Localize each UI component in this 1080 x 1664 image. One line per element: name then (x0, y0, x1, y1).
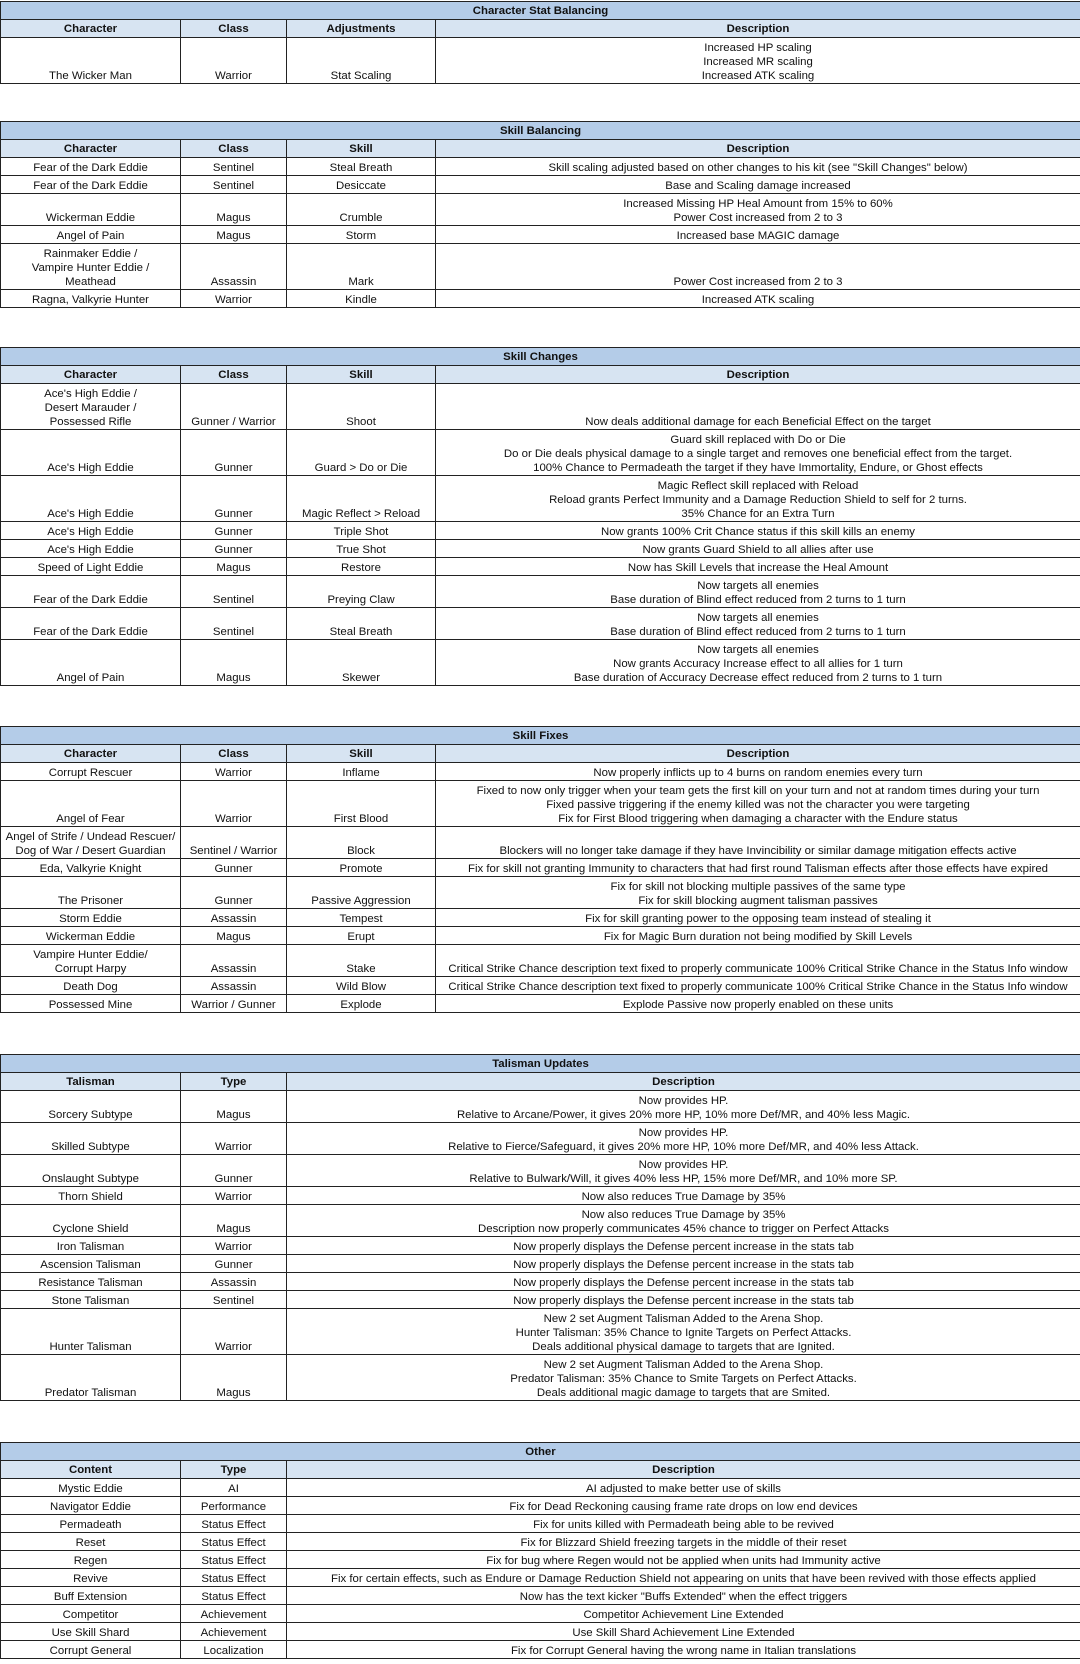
column-header-class: Class (181, 366, 287, 384)
cell-skill: Inflame (287, 763, 436, 781)
cell-class: Magus (181, 640, 287, 686)
cell-description: Use Skill Shard Achievement Line Extended (287, 1623, 1080, 1641)
cell-content: Competitor (1, 1605, 181, 1623)
cell-class: Sentinel (181, 176, 287, 194)
cell-character: Fear of the Dark Eddie (1, 608, 181, 640)
cell-content: Buff Extension (1, 1587, 181, 1605)
table-row (1, 1091, 1080, 1123)
cell-class: Sentinel (181, 608, 287, 640)
cell-skill: Desiccate (287, 176, 436, 194)
cell-type: Status Effect (181, 1515, 287, 1533)
cell-type: Localization (181, 1641, 287, 1659)
column-header-description: Description (436, 140, 1080, 158)
table-row (1, 977, 1080, 995)
cell-character: Ace's High Eddie (1, 430, 181, 476)
table-row (1, 1255, 1080, 1273)
cell-content: Navigator Eddie (1, 1497, 181, 1515)
cell-type: Magus (181, 1091, 287, 1123)
table-row (1, 909, 1080, 927)
cell-description: Now properly displays the Defense percent increase in the stats tab (287, 1255, 1080, 1273)
cell-character: Storm Eddie (1, 909, 181, 927)
cell-description: Now properly displays the Defense percent increase in the stats tab (287, 1237, 1080, 1255)
cell-character: Death Dog (1, 977, 181, 995)
cell-description: Fix for Corrupt General having the wrong name in Italian translations (287, 1641, 1080, 1659)
table-row (1, 927, 1080, 945)
table-row (1, 430, 1080, 476)
cell-description: Blockers will no longer take damage if they have Invincibility or similar damage mitigation effects active (436, 827, 1080, 859)
cell-class: Assassin (181, 244, 287, 290)
cell-content: Corrupt General (1, 1641, 181, 1659)
cell-content: Revive (1, 1569, 181, 1587)
header-row (1, 1461, 1080, 1479)
table-row (1, 1605, 1080, 1623)
cell-description: Magic Reflect skill replaced with Reload Reload grants Perfect Immunity and a Damage Reduction Shield to self for 2 turns. 35% Chance for an Extra Turn (436, 476, 1080, 522)
cell-description: Guard skill replaced with Do or Die Do or Die deals physical damage to a single target and removes one beneficial effect from the target. 100% Chance to Permadeath the target if they have Immortality, Endure, or Ghost effects (436, 430, 1080, 476)
table-row (1, 522, 1080, 540)
table-row (1, 158, 1080, 176)
cell-skill: Erupt (287, 927, 436, 945)
cell-type: Magus (181, 1355, 287, 1401)
cell-content: Mystic Eddie (1, 1479, 181, 1497)
cell-type: Warrior (181, 1187, 287, 1205)
cell-skill: Preying Claw (287, 576, 436, 608)
table-row (1, 1551, 1080, 1569)
cell-character: Ragna, Valkyrie Hunter (1, 290, 181, 308)
header-row (1, 366, 1080, 384)
cell-class: Gunner (181, 877, 287, 909)
cell-class: Sentinel (181, 576, 287, 608)
table-row (1, 1623, 1080, 1641)
cell-character: Corrupt Rescuer (1, 763, 181, 781)
cell-type: Achievement (181, 1623, 287, 1641)
cell-description: Now deals additional damage for each Beneficial Effect on the target (436, 384, 1080, 430)
section-title: Skill Changes (1, 348, 1080, 366)
cell-description: Now properly inflicts up to 4 burns on random enemies every turn (436, 763, 1080, 781)
column-header-character: Character (1, 366, 181, 384)
cell-class: Gunner (181, 476, 287, 522)
cell-character: Fear of the Dark Eddie (1, 176, 181, 194)
cell-skill: Passive Aggression (287, 877, 436, 909)
cell-description: Critical Strike Chance description text fixed to properly communicate 100% Critical Strike Chance in the Status Info window (436, 945, 1080, 977)
column-header-description: Description (287, 1461, 1080, 1479)
column-header-talisman: Talisman (1, 1073, 181, 1091)
cell-character: Ace's High Eddie (1, 540, 181, 558)
table-row (1, 1155, 1080, 1187)
cell-skill: Triple Shot (287, 522, 436, 540)
cell-skill: True Shot (287, 540, 436, 558)
cell-character: Speed of Light Eddie (1, 558, 181, 576)
cell-character: Wickerman Eddie (1, 927, 181, 945)
cell-description: Skill scaling adjusted based on other changes to his kit (see "Skill Changes" below) (436, 158, 1080, 176)
table-row (1, 763, 1080, 781)
cell-skill: Skewer (287, 640, 436, 686)
cell-description: Now targets all enemies Now grants Accuracy Increase effect to all allies for 1 turn Base duration of Accuracy Decrease effect reduced from 2 turns to 1 turn (436, 640, 1080, 686)
cell-character: Rainmaker Eddie / Vampire Hunter Eddie / Meathead (1, 244, 181, 290)
table-row (1, 1187, 1080, 1205)
cell-skill: Mark (287, 244, 436, 290)
section-title: Skill Fixes (1, 727, 1080, 745)
cell-description: Now has Skill Levels that increase the Heal Amount (436, 558, 1080, 576)
table-row (1, 945, 1080, 977)
cell-description: Increased Missing HP Heal Amount from 15% to 60% Power Cost increased from 2 to 3 (436, 194, 1080, 226)
cell-talisman: Stone Talisman (1, 1291, 181, 1309)
cell-content: Use Skill Shard (1, 1623, 181, 1641)
cell-type: Warrior (181, 1237, 287, 1255)
column-header-character: Character (1, 20, 181, 38)
cell-skill: Steal Breath (287, 608, 436, 640)
header-row (1, 1073, 1080, 1091)
column-header-description: Description (436, 20, 1080, 38)
cell-class: Warrior (181, 290, 287, 308)
column-header-class: Class (181, 20, 287, 38)
cell-talisman: Resistance Talisman (1, 1273, 181, 1291)
table-row (1, 608, 1080, 640)
table-row (1, 1355, 1080, 1401)
cell-skill: Block (287, 827, 436, 859)
cell-description: Fix for skill granting power to the opposing team instead of stealing it (436, 909, 1080, 927)
cell-class: Sentinel / Warrior (181, 827, 287, 859)
column-header-character: Character (1, 140, 181, 158)
cell-skill: Promote (287, 859, 436, 877)
column-header-type: Type (181, 1461, 287, 1479)
column-header-character: Character (1, 745, 181, 763)
cell-skill: Restore (287, 558, 436, 576)
cell-class: Gunner (181, 859, 287, 877)
cell-class: Warrior / Gunner (181, 995, 287, 1013)
section-title: Skill Balancing (1, 122, 1080, 140)
cell-description: Now provides HP. Relative to Arcane/Power, it gives 20% more HP, 10% more Def/MR, and 40% less Magic. (287, 1091, 1080, 1123)
cell-talisman: Sorcery Subtype (1, 1091, 181, 1123)
table-row (1, 877, 1080, 909)
cell-description: Fixed to now only trigger when your team gets the first kill on your turn and not at random times during your turn Fixed passive triggering if the enemy killed was not the character you were targeting Fix for First Blood triggering when damaging a character with the Endure status (436, 781, 1080, 827)
cell-skill: Explode (287, 995, 436, 1013)
cell-type: Gunner (181, 1155, 287, 1187)
cell-character: Angel of Fear (1, 781, 181, 827)
table-row (1, 290, 1080, 308)
section-skill-changes (0, 347, 1080, 686)
cell-skill: Tempest (287, 909, 436, 927)
section-skill-balancing (0, 121, 1080, 308)
cell-type: Assassin (181, 1273, 287, 1291)
cell-class: Warrior (181, 781, 287, 827)
cell-description: New 2 set Augment Talisman Added to the Arena Shop. Predator Talisman: 35% Chance to Smite Targets on Perfect Attacks. Deals additional magic damage to targets that are Smited. (287, 1355, 1080, 1401)
section-talisman-updates (0, 1054, 1080, 1401)
cell-character: Ace's High Eddie / Desert Marauder / Possessed Rifle (1, 384, 181, 430)
cell-talisman: Skilled Subtype (1, 1123, 181, 1155)
table-row (1, 1237, 1080, 1255)
cell-class: Magus (181, 927, 287, 945)
cell-class: Magus (181, 226, 287, 244)
section-title: Character Stat Balancing (1, 2, 1080, 20)
cell-type: Achievement (181, 1605, 287, 1623)
cell-description: Now also reduces True Damage by 35% Description now properly communicates 45% chance to trigger on Perfect Attacks (287, 1205, 1080, 1237)
cell-description: Increased ATK scaling (436, 290, 1080, 308)
cell-class: Magus (181, 194, 287, 226)
cell-adjustments: Stat Scaling (287, 38, 436, 84)
header-row (1, 745, 1080, 763)
cell-description: Now grants Guard Shield to all allies after use (436, 540, 1080, 558)
cell-type: Warrior (181, 1309, 287, 1355)
table-row (1, 827, 1080, 859)
cell-skill: Guard > Do or Die (287, 430, 436, 476)
cell-class: Gunner / Warrior (181, 384, 287, 430)
cell-character: Fear of the Dark Eddie (1, 158, 181, 176)
column-header-type: Type (181, 1073, 287, 1091)
cell-talisman: Cyclone Shield (1, 1205, 181, 1237)
cell-description: Now properly displays the Defense percent increase in the stats tab (287, 1291, 1080, 1309)
cell-class: Gunner (181, 522, 287, 540)
cell-type: Magus (181, 1205, 287, 1237)
section-title: Talisman Updates (1, 1055, 1080, 1073)
column-header-skill: Skill (287, 745, 436, 763)
cell-class: Warrior (181, 38, 287, 84)
cell-class: Gunner (181, 430, 287, 476)
cell-skill: Storm (287, 226, 436, 244)
cell-description: Now properly displays the Defense percent increase in the stats tab (287, 1273, 1080, 1291)
cell-description: Now targets all enemies Base duration of Blind effect reduced from 2 turns to 1 turn (436, 576, 1080, 608)
cell-description: Critical Strike Chance description text fixed to properly communicate 100% Critical Strike Chance in the Status Info window (436, 977, 1080, 995)
cell-character: Angel of Pain (1, 640, 181, 686)
cell-character: Vampire Hunter Eddie/ Corrupt Harpy (1, 945, 181, 977)
cell-skill: First Blood (287, 781, 436, 827)
column-header-class: Class (181, 140, 287, 158)
cell-talisman: Thorn Shield (1, 1187, 181, 1205)
cell-description: New 2 set Augment Talisman Added to the Arena Shop. Hunter Talisman: 35% Chance to Ignite Targets on Perfect Attacks. Deals additional physical damage to targets that are Ignited. (287, 1309, 1080, 1355)
cell-skill: Shoot (287, 384, 436, 430)
column-header-adjustments: Adjustments (287, 20, 436, 38)
cell-description: Competitor Achievement Line Extended (287, 1605, 1080, 1623)
cell-character: Angel of Strife / Undead Rescuer/ Dog of War / Desert Guardian (1, 827, 181, 859)
table-row (1, 1479, 1080, 1497)
table-row (1, 244, 1080, 290)
cell-character: The Prisoner (1, 877, 181, 909)
cell-skill: Magic Reflect > Reload (287, 476, 436, 522)
cell-type: Sentinel (181, 1291, 287, 1309)
cell-class: Assassin (181, 977, 287, 995)
table-row (1, 1205, 1080, 1237)
table-row (1, 1533, 1080, 1551)
cell-skill: Wild Blow (287, 977, 436, 995)
column-header-description: Description (436, 745, 1080, 763)
table-row (1, 194, 1080, 226)
column-header-class: Class (181, 745, 287, 763)
header-row (1, 140, 1080, 158)
cell-character: Ace's High Eddie (1, 476, 181, 522)
table-row (1, 1587, 1080, 1605)
table-row (1, 1309, 1080, 1355)
cell-description: Base and Scaling damage increased (436, 176, 1080, 194)
cell-talisman: Ascension Talisman (1, 1255, 181, 1273)
table-row (1, 1515, 1080, 1533)
column-header-description: Description (436, 366, 1080, 384)
section-skill-fixes (0, 726, 1080, 1013)
table-row (1, 476, 1080, 522)
cell-description: Power Cost increased from 2 to 3 (436, 244, 1080, 290)
column-header-skill: Skill (287, 366, 436, 384)
cell-skill: Steal Breath (287, 158, 436, 176)
column-header-description: Description (287, 1073, 1080, 1091)
table-row (1, 1569, 1080, 1587)
cell-class: Assassin (181, 945, 287, 977)
cell-description: Fix for skill not blocking multiple passives of the same type Fix for skill blocking augment talisman passives (436, 877, 1080, 909)
cell-description: Now targets all enemies Base duration of Blind effect reduced from 2 turns to 1 turn (436, 608, 1080, 640)
table-row (1, 640, 1080, 686)
cell-class: Sentinel (181, 158, 287, 176)
cell-type: Status Effect (181, 1551, 287, 1569)
cell-description: Fix for Blizzard Shield freezing targets in the middle of their reset (287, 1533, 1080, 1551)
cell-type: Warrior (181, 1123, 287, 1155)
table-row (1, 576, 1080, 608)
table-row (1, 995, 1080, 1013)
cell-description: Fix for units killed with Permadeath being able to be revived (287, 1515, 1080, 1533)
cell-description: Now provides HP. Relative to Fierce/Safeguard, it gives 20% more HP, 10% more Def/MR, and 40% less Attack. (287, 1123, 1080, 1155)
table-row (1, 384, 1080, 430)
cell-description: Fix for certain effects, such as Endure or Damage Reduction Shield not appearing on units that have been revived with those effects applied (287, 1569, 1080, 1587)
cell-description: Fix for Dead Reckoning causing frame rate drops on low end devices (287, 1497, 1080, 1515)
cell-character: Possessed Mine (1, 995, 181, 1013)
table-row (1, 1497, 1080, 1515)
cell-type: Gunner (181, 1255, 287, 1273)
section-character-stat-balancing (0, 1, 1080, 84)
cell-content: Regen (1, 1551, 181, 1569)
cell-character: Angel of Pain (1, 226, 181, 244)
cell-talisman: Hunter Talisman (1, 1309, 181, 1355)
cell-description: Now grants 100% Crit Chance status if this skill kills an enemy (436, 522, 1080, 540)
table-row (1, 859, 1080, 877)
table-row (1, 1291, 1080, 1309)
cell-description: Fix for skill not granting Immunity to characters that had first round Talisman effects after those effects have expired (436, 859, 1080, 877)
section-other (0, 1442, 1080, 1659)
cell-description: Explode Passive now properly enabled on these units (436, 995, 1080, 1013)
table-row (1, 558, 1080, 576)
cell-description: Increased HP scaling Increased MR scaling Increased ATK scaling (436, 38, 1080, 84)
cell-description: AI adjusted to make better use of skills (287, 1479, 1080, 1497)
cell-talisman: Onslaught Subtype (1, 1155, 181, 1187)
cell-character: Eda, Valkyrie Knight (1, 859, 181, 877)
cell-character: Fear of the Dark Eddie (1, 576, 181, 608)
cell-talisman: Iron Talisman (1, 1237, 181, 1255)
column-header-skill: Skill (287, 140, 436, 158)
cell-class: Warrior (181, 763, 287, 781)
cell-talisman: Predator Talisman (1, 1355, 181, 1401)
table-row (1, 38, 1080, 84)
cell-skill: Stake (287, 945, 436, 977)
cell-description: Now also reduces True Damage by 35% (287, 1187, 1080, 1205)
cell-type: AI (181, 1479, 287, 1497)
cell-type: Status Effect (181, 1587, 287, 1605)
cell-description: Fix for Magic Burn duration not being modified by Skill Levels (436, 927, 1080, 945)
table-row (1, 226, 1080, 244)
cell-class: Magus (181, 558, 287, 576)
table-row (1, 781, 1080, 827)
cell-class: Gunner (181, 540, 287, 558)
cell-description: Now has the text kicker "Buffs Extended" when the effect triggers (287, 1587, 1080, 1605)
cell-character: Ace's High Eddie (1, 522, 181, 540)
table-row (1, 1123, 1080, 1155)
cell-type: Status Effect (181, 1533, 287, 1551)
cell-description: Increased base MAGIC damage (436, 226, 1080, 244)
cell-class: Assassin (181, 909, 287, 927)
cell-type: Status Effect (181, 1569, 287, 1587)
cell-content: Reset (1, 1533, 181, 1551)
cell-character: Wickerman Eddie (1, 194, 181, 226)
header-row (1, 20, 1080, 38)
table-row (1, 1641, 1080, 1659)
table-row (1, 176, 1080, 194)
cell-skill: Kindle (287, 290, 436, 308)
cell-character: The Wicker Man (1, 38, 181, 84)
table-row (1, 1273, 1080, 1291)
table-row (1, 540, 1080, 558)
cell-type: Performance (181, 1497, 287, 1515)
column-header-content: Content (1, 1461, 181, 1479)
cell-description: Fix for bug where Regen would not be applied when units had Immunity active (287, 1551, 1080, 1569)
section-title: Other (1, 1443, 1080, 1461)
cell-description: Now provides HP. Relative to Bulwark/Will, it gives 40% less HP, 15% more Def/MR, and 10% more SP. (287, 1155, 1080, 1187)
cell-skill: Crumble (287, 194, 436, 226)
cell-content: Permadeath (1, 1515, 181, 1533)
